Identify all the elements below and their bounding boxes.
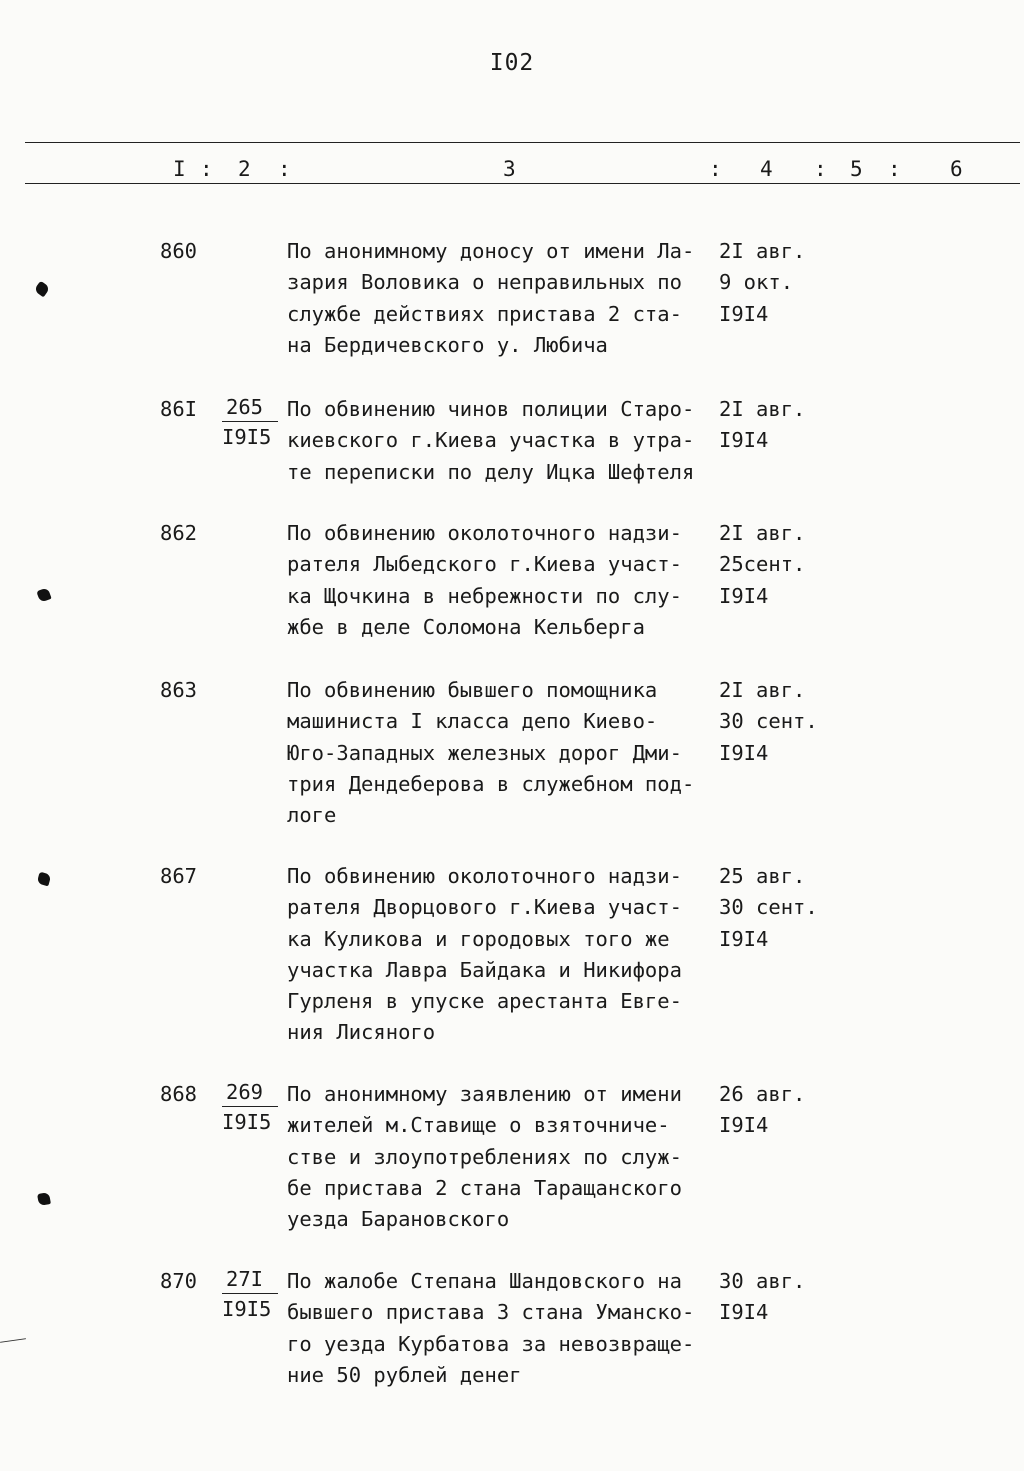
description-line: службе действиях пристава 2 ста-: [287, 301, 682, 326]
date-line: 25сент.: [719, 552, 806, 577]
reference-number: 265: [222, 394, 278, 422]
entry-description: [287, 236, 717, 361]
date-line: I9I4: [719, 926, 769, 951]
description-line: По анонимному заявлению от имени: [287, 1082, 682, 1106]
description-line: бе пристава 2 стана Таращанского: [287, 1175, 682, 1200]
date-line: I9I4: [719, 1300, 769, 1325]
description-line: логе: [287, 803, 337, 828]
description-line: По обвинению бывшего помощника: [287, 678, 658, 702]
description-line: уезда Барановского: [287, 1207, 510, 1232]
entry-description: [287, 1266, 717, 1391]
description-line: рателя Дворцового г.Киева участ-: [287, 895, 682, 920]
date-line: 2I авг.: [719, 678, 806, 702]
entry-number: 867: [160, 864, 198, 888]
description-line: на Бердичевского у. Любича: [287, 332, 608, 357]
binding-mark: [34, 281, 51, 298]
entry-number: 862: [160, 521, 198, 545]
column-separator: :: [814, 157, 827, 181]
description-line: бывшего пристава 3 стана Уманско-: [287, 1300, 695, 1325]
entry-dates: [719, 675, 818, 769]
date-line: I9I4: [719, 583, 769, 608]
header-rule-top: [25, 142, 1020, 143]
date-line: 2I авг.: [719, 521, 806, 545]
column-2-heading: 2: [238, 157, 251, 181]
reference-number: 269: [222, 1079, 278, 1107]
date-line: 30 авг.: [719, 1269, 806, 1293]
date-line: 30 сент.: [719, 709, 818, 734]
date-line: 9 окт.: [719, 270, 794, 295]
date-line: I9I4: [719, 1113, 769, 1138]
description-line: го уезда Курбатова за невозвраще-: [287, 1331, 695, 1356]
entry-description: [287, 394, 717, 488]
date-line: I9I4: [719, 740, 769, 765]
entry-number: 86I: [160, 397, 198, 421]
description-line: ние 50 рублей денег: [287, 1362, 522, 1387]
header-rule-bottom: [25, 183, 1020, 184]
entry-description: [287, 675, 717, 831]
column-separator: :: [278, 157, 291, 181]
reference-year: I9I5: [222, 1110, 272, 1134]
entry-dates: [719, 1079, 805, 1142]
date-line: I9I4: [719, 428, 769, 453]
description-line: ния Лисяного: [287, 1020, 436, 1045]
description-line: зария Воловика о неправильных по: [287, 270, 682, 295]
description-line: ка Куликова и городовых того же: [287, 926, 670, 951]
date-line: I9I4: [719, 301, 769, 326]
description-line: участка Лавра Байдака и Никифора: [287, 957, 682, 982]
entry-dates: [719, 394, 805, 457]
description-line: жбе в деле Соломона Кельберга: [287, 614, 645, 639]
entry-number: 870: [160, 1269, 198, 1293]
margin-stroke: [0, 1338, 26, 1343]
description-line: По обвинению чинов полиции Старо-: [287, 397, 695, 421]
column-separator: :: [709, 157, 722, 181]
entry-number: 860: [160, 239, 198, 263]
description-line: стве и злоупотреблениях по служ-: [287, 1144, 682, 1169]
column-6-heading: 6: [950, 157, 963, 181]
column-3-heading: 3: [503, 157, 516, 181]
date-line: 25 авг.: [719, 864, 806, 888]
page-number: I02: [489, 50, 535, 76]
description-line: Юго-Западных железных дорог Дми-: [287, 740, 682, 765]
column-separator: :: [888, 157, 901, 181]
description-line: трия Дендеберова в служебном под-: [287, 771, 695, 796]
entry-number: 863: [160, 678, 198, 702]
entry-description: [287, 861, 717, 1049]
entry-description: [287, 1079, 717, 1235]
date-line: 26 авг.: [719, 1082, 806, 1106]
description-line: жителей м.Ставище о взяточниче-: [287, 1113, 670, 1138]
binding-mark: [37, 872, 52, 887]
column-separator: :: [200, 157, 213, 181]
entry-dates: [719, 1266, 805, 1329]
entry-reference: [222, 394, 278, 453]
column-5-heading: 5: [850, 157, 863, 181]
entry-reference: [222, 1079, 278, 1138]
binding-mark: [37, 1192, 51, 1206]
entry-description: [287, 518, 717, 643]
description-line: По жалобе Степана Шандовского на: [287, 1269, 682, 1293]
description-line: киевского г.Киева участка в утра-: [287, 428, 695, 453]
binding-mark: [36, 587, 51, 602]
column-1-heading: I: [173, 157, 186, 181]
entry-dates: [719, 236, 805, 330]
entry-reference: [222, 1266, 278, 1325]
description-line: По обвинению околоточного надзи-: [287, 864, 682, 888]
entry-number: 868: [160, 1082, 198, 1106]
column-4-heading: 4: [760, 157, 773, 181]
description-line: рателя Лыбедского г.Киева участ-: [287, 552, 682, 577]
reference-year: I9I5: [222, 425, 272, 449]
date-line: 2I авг.: [719, 239, 806, 263]
date-line: 30 сент.: [719, 895, 818, 920]
entry-dates: [719, 518, 805, 612]
reference-number: 27I: [222, 1266, 278, 1294]
reference-year: I9I5: [222, 1297, 272, 1321]
description-line: По анонимному доносу от имени Ла-: [287, 239, 695, 263]
description-line: машиниста I класса депо Киево-: [287, 709, 658, 734]
date-line: 2I авг.: [719, 397, 806, 421]
description-line: Гурленя в упуске арестанта Евге-: [287, 989, 682, 1014]
description-line: По обвинению околоточного надзи-: [287, 521, 682, 545]
description-line: ка Щочкина в небрежности по слу-: [287, 583, 682, 608]
description-line: те переписки по делу Ицка Шефтеля: [287, 459, 695, 484]
entry-dates: [719, 861, 818, 955]
